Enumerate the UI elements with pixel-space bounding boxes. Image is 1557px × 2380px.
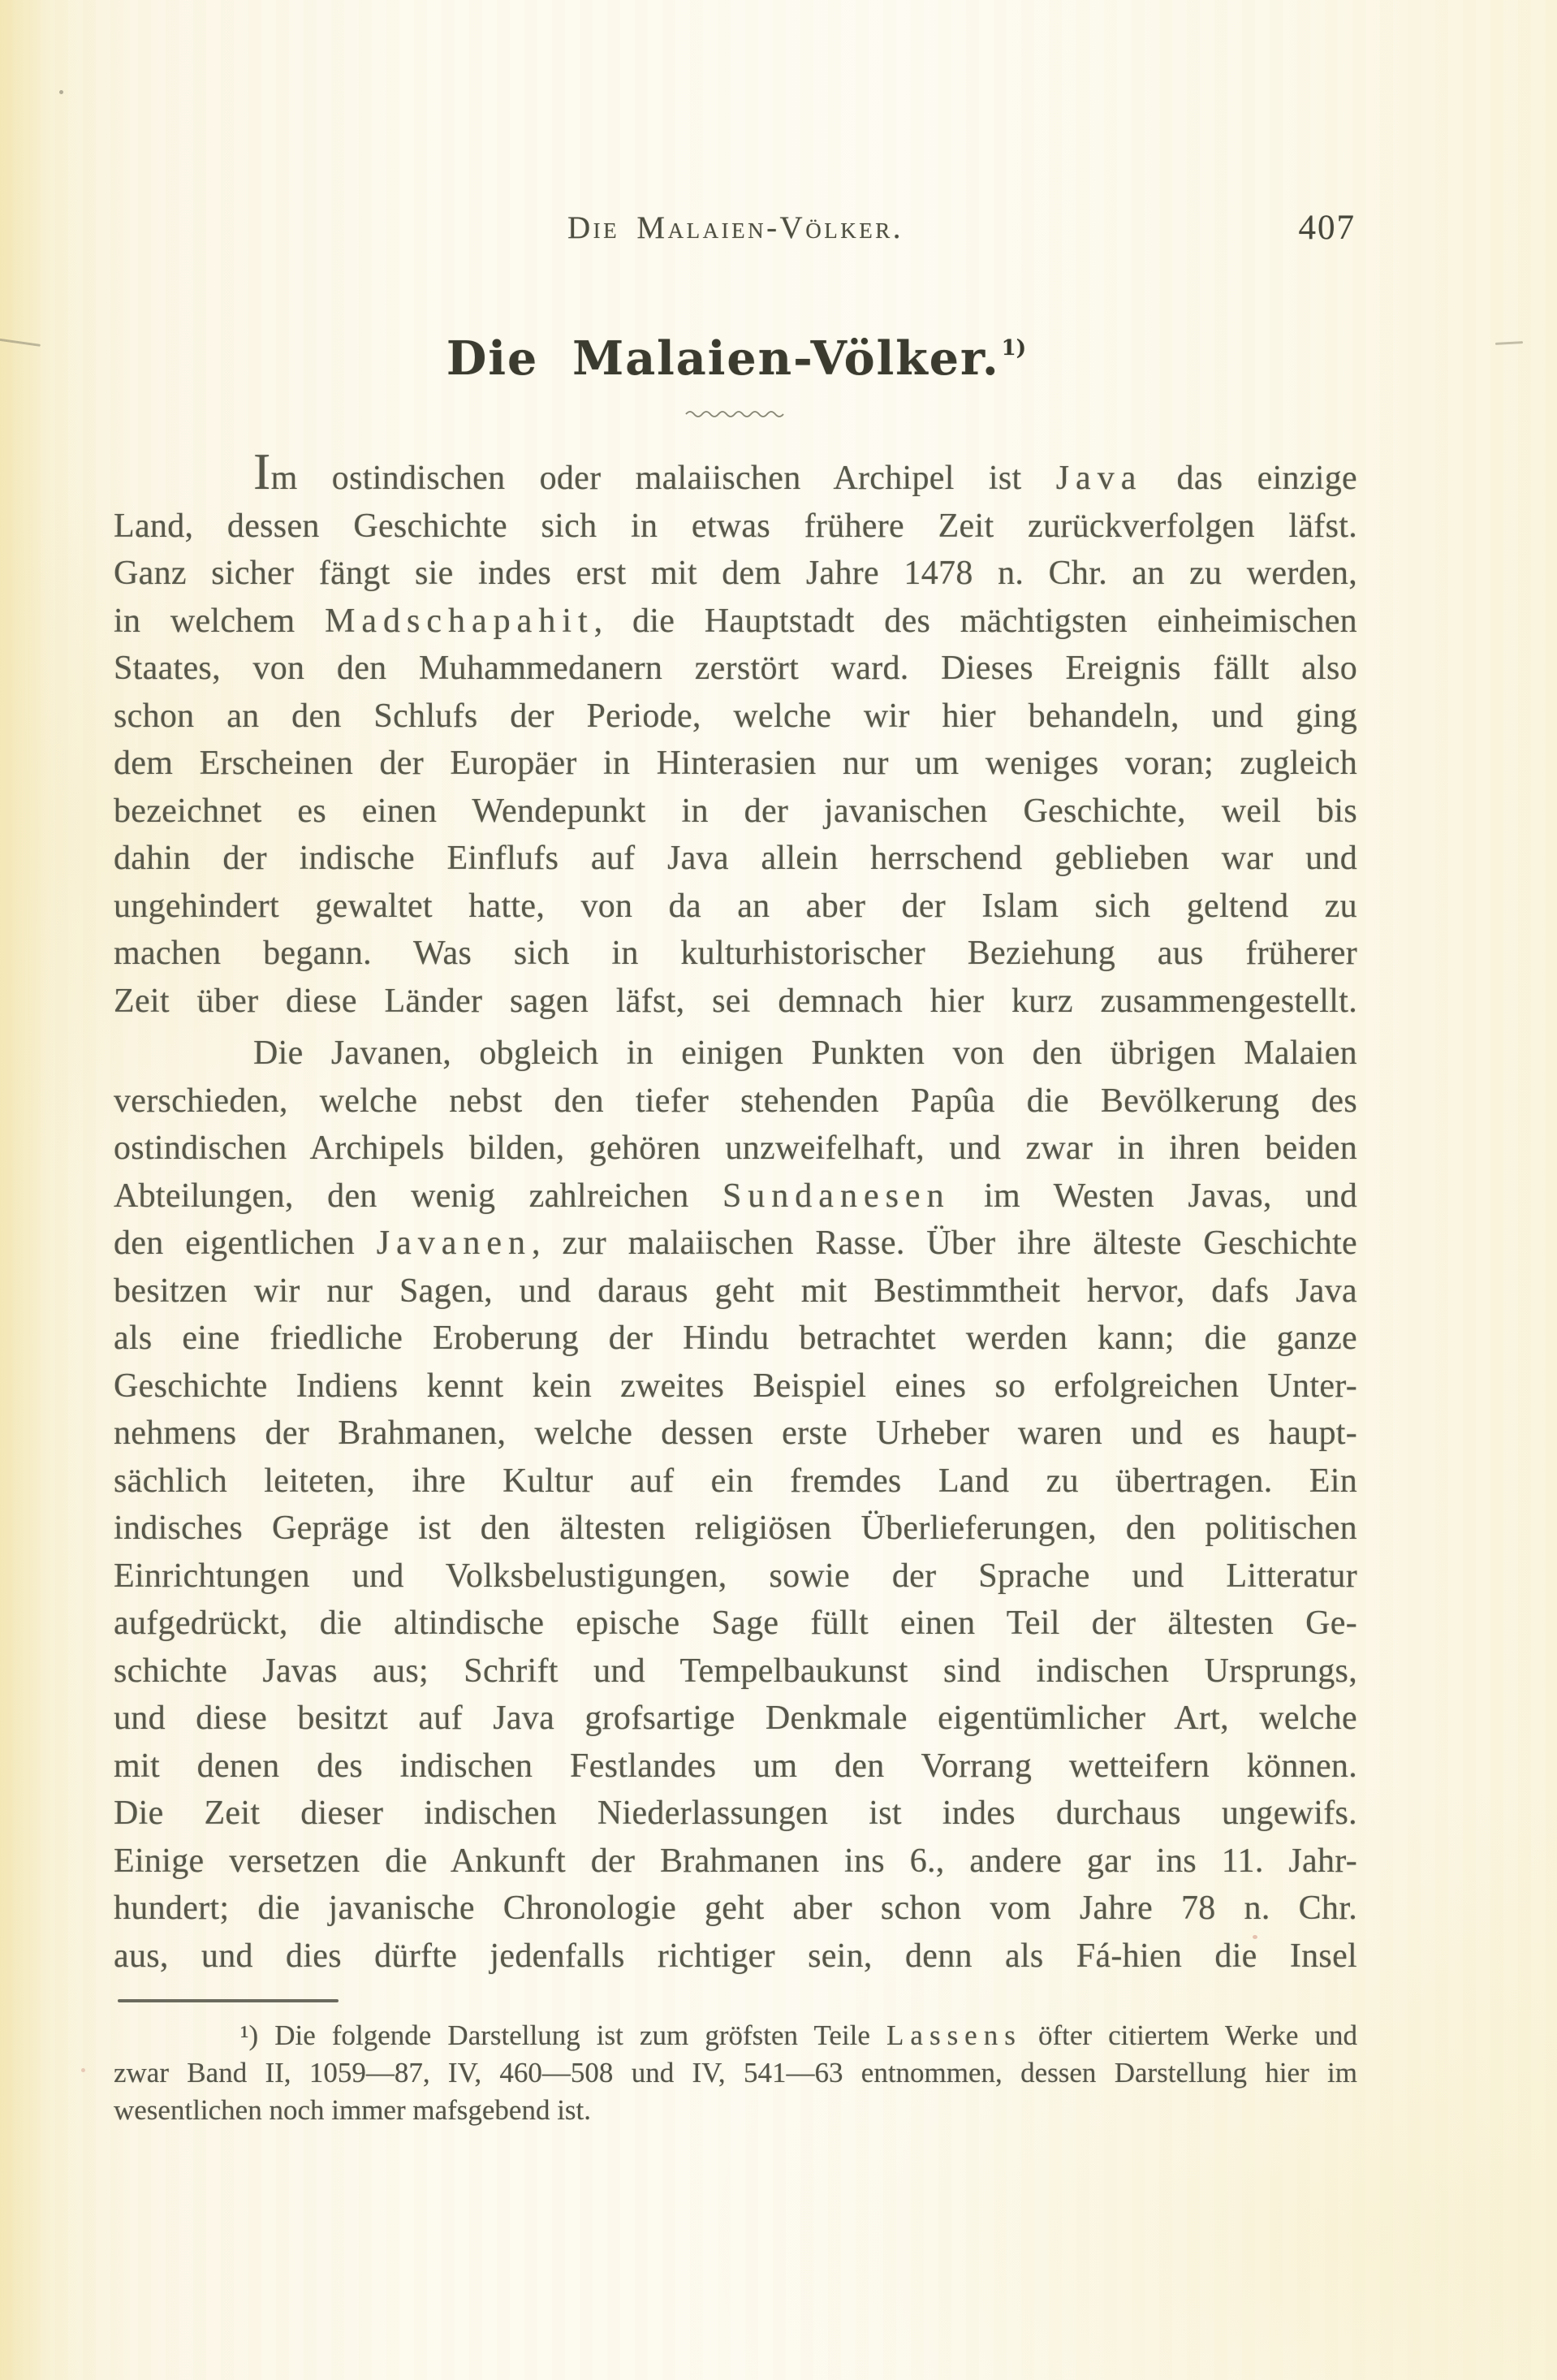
text-line: schichte Javas aus; Schrift und Tempelbaukunst sind indischen Ursprungs, [114,1652,1357,1690]
page-number: 407 [1298,209,1356,247]
pencil-mark-right-margin [1495,341,1523,345]
footnote-reference: 1) [1001,336,1027,361]
text-line: Staates, von den Muhammedanern zerstört ward. Dieses Ereignis fällt also [114,650,1357,687]
text-line: Einrichtungen und Volksbelustigungen, sowie der Sprache und Litteratur [114,1557,1357,1595]
chapter-title [114,331,1357,386]
running-head-title: Die Malaien-Völker. [567,210,904,245]
letterspaced-word: Sundanesen [722,1177,951,1215]
text-line: besitzen wir nur Sagen, und daraus geht mit Bestimmtheit hervor, dafs Java [114,1272,1357,1310]
text-line: hundert; die javanische Chronologie geht aber schon vom Jahre 78 n. Chr. [114,1890,1357,1927]
text-line: nehmens der Brahmanen, welche dessen erste Urheber waren und es haupt- [114,1415,1357,1452]
running-head [114,209,1357,250]
text-line: Zeit über diese Länder sagen läfst, sei demnach hier kurz zusammengestellt. [114,982,1357,1020]
letterspaced-word: Javanen [376,1225,533,1262]
text-line: ungehindert gewaltet hatte, von da an aber der Islam sich geltend zu [114,887,1357,925]
paragraph-2 [114,1030,1357,1980]
text-line: Im ostindischen oder malaiischen Archipel ist Java das einzige [253,443,1357,500]
paper-speck [59,90,63,94]
text-line: aufgedrückt, die altindische epische Sage füllt einen Teil der ältesten Ge- [114,1605,1357,1642]
paper-speck [81,2068,85,2072]
text-line: wesentlichen noch immer mafsgebend ist. [114,2094,592,2126]
text-line: den eigentlichen Javanen, zur malaiischen Rasse. Über ihre älteste Geschichte [114,1225,1357,1262]
text-line: als eine friedliche Eroberung der Hindu betrachtet werden kann; die ganze [114,1320,1357,1357]
text-line: und diese besitzt auf Java grofsartige Denkmale eigentümlicher Art, welche [114,1700,1357,1737]
text-line: mit denen des indischen Festlandes um den Vorrang wetteifern können. [114,1747,1357,1785]
text-line: dem Erscheinen der Europäer in Hinterasien nur um weniges voran; zugleich [114,745,1357,782]
text-line: machen begann. Was sich in kulturhistorischer Beziehung aus früherer [114,935,1357,972]
page-left-edge-shading [0,0,57,2380]
text-line: indisches Gepräge ist den ältesten religiösen Überlieferungen, den politischen [114,1510,1357,1547]
footnote [114,2017,1357,2129]
paper-speck [756,533,759,537]
text-line: ostindischen Archipels bilden, gehören unzweifelhaft, und zwar in ihren beiden [114,1130,1357,1167]
text-line: aus, und dies dürfte jedenfalls richtiger sein, denn als Fá-hien die Insel [114,1937,1357,1975]
text-line: Abteilungen, den wenig zahlreichen Sundanesen im Westen Javas, und [114,1177,1357,1215]
letterspaced-word: Java [1055,460,1143,497]
text-line: zwar Band II, 1059—87, IV, 460—508 und IV, 541—63 entnommen, dessen Darstellung hier im [114,2057,1357,2088]
text-line: Geschichte Indiens kennt kein zweites Beispiel eines so erfolgreichen Unter- [114,1367,1357,1405]
paper-speck [1253,1935,1257,1939]
text-line: Ganz sicher fängt sie indes erst mit dem Jahre 1478 n. Chr. an zu werden, [114,555,1357,592]
text-line: Einige versetzen die Ankunft der Brahmanen ins 6., andere gar ins 11. Jahr- [114,1842,1357,1880]
text-line: ¹) Die folgende Darstellung ist zum gröfsten Teile Lassens öfter citiertem Werke und [240,2019,1357,2051]
chapter-title-text: Die Malaien-Völker. [446,331,1000,386]
text-line: verschieden, welche nebst den tiefer stehenden Papûa die Bevölkerung des [114,1082,1357,1120]
text-line: Die Zeit dieser indischen Niederlassungen ist indes durchaus ungewifs. [114,1795,1357,1832]
footnote-separator-rule [118,1999,339,2002]
text-line: Land, dessen Geschichte sich in etwas frühere Zeit zurückverfolgen läfst. [114,507,1357,545]
text-line: dahin der indische Einflufs auf Java allein herrschend geblieben war und [114,840,1357,877]
letterspaced-word: Madschapahit [325,602,594,640]
body-text [114,443,1357,1980]
text-line: sächlich leiteten, ihre Kultur auf ein fremdes Land zu übertragen. Ein [114,1462,1357,1500]
paragraph-1 [114,443,1357,1025]
text-line: Die Javanen, obgleich in einigen Punkten von den übrigen Malaien [253,1035,1357,1072]
text-line: schon an den Schlufs der Periode, welche wir hier behandeln, und ging [114,697,1357,735]
text-line: in welchem Madschapahit, die Hauptstadt des mächtigsten einheimischen [114,602,1357,640]
initial-capital: I [253,443,271,500]
squiggle-ornament-icon [114,406,1357,425]
text-line: bezeichnet es einen Wendepunkt in der javanischen Geschichte, weil bis [114,792,1357,830]
letterspaced-word: Lassens [886,2019,1022,2051]
